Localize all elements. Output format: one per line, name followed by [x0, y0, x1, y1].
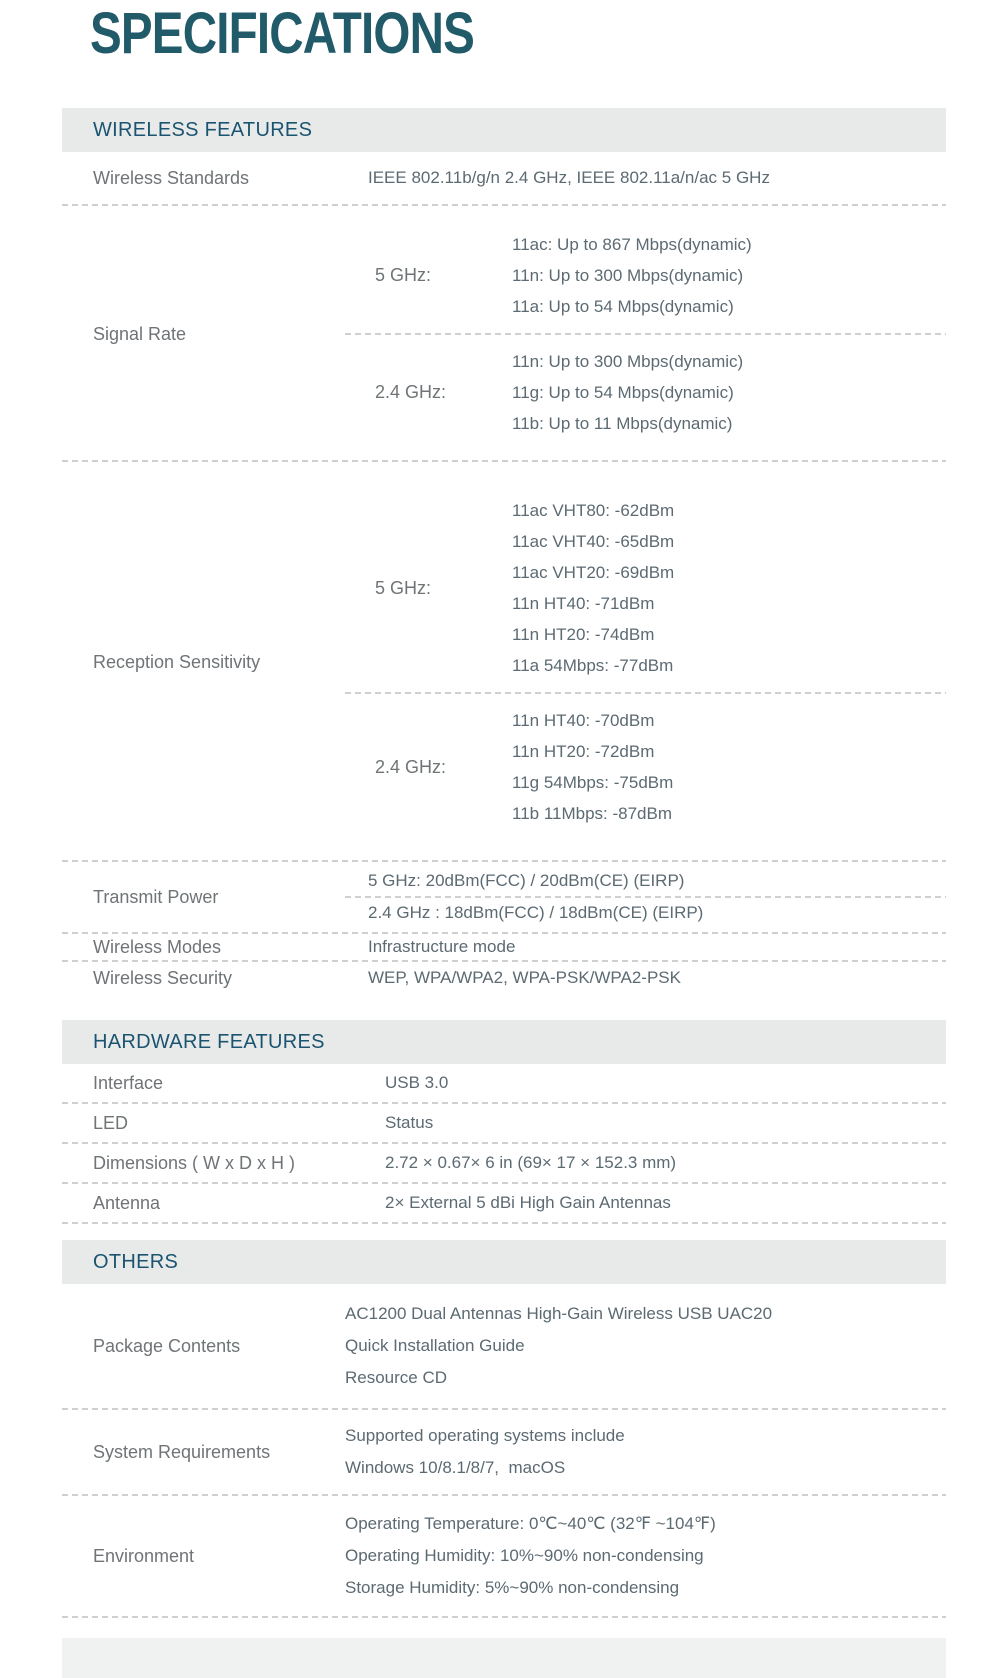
- spec-row-reception-sensitivity: [62, 462, 946, 860]
- spec-line: 2.4 GHz : 18dBm(FCC) / 18dBm(CE) (EIRP): [368, 903, 704, 922]
- spec-row-led: [62, 1104, 946, 1142]
- band-group-24ghz: [345, 335, 946, 450]
- spec-line: 11a: Up to 54 Mbps(dynamic): [512, 297, 734, 316]
- spec-row-wireless-standards: [62, 152, 946, 204]
- spec-value: WEP, WPA/WPA2, WPA-PSK/WPA2-PSK: [368, 968, 681, 987]
- specifications-page: [0, 1, 1000, 1672]
- spec-label: Reception Sensitivity: [93, 651, 261, 672]
- spec-line: 11ac VHT80: -62dBm: [512, 501, 675, 520]
- spec-value: 2× External 5 dBi High Gain Antennas: [385, 1193, 671, 1212]
- spec-line: Quick Installation Guide: [345, 1336, 525, 1355]
- spec-line: 11n: Up to 300 Mbps(dynamic): [512, 352, 744, 371]
- spec-line: AC1200 Dual Antennas High-Gain Wireless USB UAC20: [345, 1304, 773, 1323]
- spec-line: 11a 54Mbps: -77dBm: [512, 656, 674, 675]
- spec-line: Storage Humidity: 5%~90% non-condensing: [345, 1578, 680, 1597]
- spec-value: Status: [385, 1113, 434, 1132]
- band-sublabel: 5 GHz:: [375, 265, 432, 285]
- spec-line: Resource CD: [345, 1368, 448, 1387]
- spec-line: Operating Temperature: 0℃~40℃ (32℉ ~104℉): [345, 1514, 716, 1533]
- spec-label: Environment: [93, 1545, 195, 1566]
- spec-label: Signal Rate: [93, 323, 187, 344]
- spec-value: USB 3.0: [385, 1073, 449, 1092]
- spec-line: 5 GHz: 20dBm(FCC) / 20dBm(CE) (EIRP): [368, 871, 685, 890]
- band-group-5ghz: [345, 484, 946, 692]
- spec-row-transmit-power: [62, 862, 946, 932]
- spec-label: System Requirements: [93, 1441, 271, 1462]
- spec-line: 11n HT40: -71dBm: [512, 594, 655, 613]
- spec-line: 11g 54Mbps: -75dBm: [512, 773, 674, 792]
- spec-row-signal-rate: [62, 206, 946, 460]
- spec-line: 11n HT20: -72dBm: [512, 742, 655, 761]
- section-header-hardware-features: [62, 1020, 946, 1064]
- band-group-5ghz: [345, 218, 946, 333]
- band-sublabel: 2.4 GHz:: [375, 756, 447, 777]
- row-separator: [62, 1616, 946, 1618]
- spec-label: Antenna: [93, 1192, 161, 1213]
- spec-row-interface: [62, 1064, 946, 1102]
- band-sublabel: 5 GHz:: [375, 577, 432, 598]
- spec-line: Windows 10/8.1/8/7, macOS: [345, 1458, 566, 1477]
- spec-label: Wireless Standards: [93, 167, 250, 188]
- spec-line: 11g: Up to 54 Mbps(dynamic): [512, 383, 734, 402]
- spec-label: Dimensions ( W x D x H ): [93, 1152, 296, 1173]
- spec-line: 11b: Up to 11 Mbps(dynamic): [512, 414, 733, 433]
- spec-label: Transmit Power: [93, 886, 219, 907]
- spec-row-antenna: [62, 1184, 946, 1222]
- section-header-label: OTHERS: [93, 1250, 179, 1273]
- spec-line: 11b 11Mbps: -87dBm: [512, 804, 673, 823]
- spec-line: 11ac VHT40: -65dBm: [512, 532, 675, 551]
- row-separator: [62, 1222, 946, 1224]
- page-title: SPECIFICATIONS: [90, 1, 475, 66]
- spec-label: Wireless Security: [93, 967, 233, 988]
- spec-line: 11n HT20: -74dBm: [512, 625, 655, 644]
- spec-line: Operating Humidity: 10%~90% non-condensing: [345, 1546, 704, 1565]
- spec-line: 11n HT40: -70dBm: [512, 711, 655, 730]
- section-header-label: HARDWARE FEATURES: [93, 1030, 325, 1053]
- spec-row-package-contents: [62, 1284, 946, 1408]
- band-group-24ghz: [345, 694, 946, 840]
- spec-line: Supported operating systems include: [345, 1426, 625, 1445]
- spec-row-wireless-security: [62, 962, 946, 994]
- spec-line: 11ac VHT20: -69dBm: [512, 563, 675, 582]
- section-header-label: WIRELESS FEATURES: [93, 118, 313, 141]
- spec-value: 2.72 × 0.67× 6 in (69× 17 × 152.3 mm): [385, 1153, 677, 1172]
- spec-line: 11ac: Up to 867 Mbps(dynamic): [512, 235, 752, 254]
- spec-row-wireless-modes: [62, 934, 946, 960]
- section-header-others: [62, 1240, 946, 1284]
- spec-row-environment: [62, 1496, 946, 1616]
- spec-label: LED: [93, 1112, 129, 1133]
- spec-row-dimensions: [62, 1144, 946, 1182]
- spec-value: IEEE 802.11b/g/n 2.4 GHz, IEEE 802.11a/n/ac 5 GHz: [368, 168, 770, 187]
- spec-label: Package Contents: [93, 1335, 241, 1356]
- spec-label: Wireless Modes: [93, 936, 222, 957]
- spec-line: 11n: Up to 300 Mbps(dynamic): [512, 266, 744, 285]
- band-sublabel: 2.4 GHz:: [375, 382, 447, 402]
- section-header-wireless-features: [62, 108, 946, 152]
- spec-value: Infrastructure mode: [368, 937, 516, 956]
- next-section-header-partial: [62, 1638, 946, 1678]
- spec-label: Interface: [93, 1072, 164, 1093]
- spec-row-system-requirements: [62, 1410, 946, 1494]
- spec-content: [62, 108, 946, 1678]
